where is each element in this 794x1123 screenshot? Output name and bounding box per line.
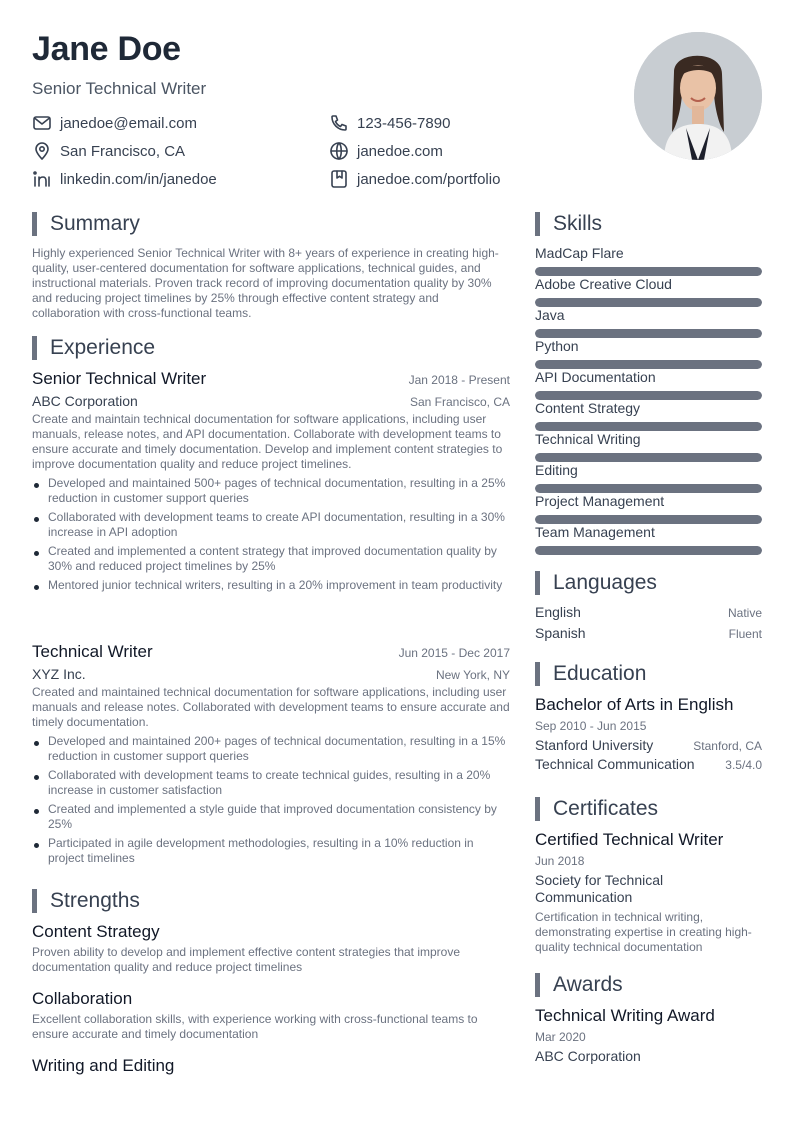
skill-name: Technical Writing — [535, 431, 641, 447]
skill-level-fill — [535, 329, 762, 338]
job-bullet: Collaborated with development teams to create API documentation, resulting in a 30% increase in API adoption — [32, 510, 510, 540]
education-school-row — [535, 737, 762, 753]
skill-level-bar — [535, 484, 762, 493]
skill-level-bar — [535, 422, 762, 431]
job-bullet: Created and implemented a content strategy that improved documentation quality by 30% and reduced project timelines by 25% — [32, 544, 510, 574]
skill-level-fill — [535, 422, 762, 431]
award-date: Mar 2020 — [535, 1030, 586, 1044]
skill-level-bar — [535, 546, 762, 555]
skill-level-bar — [535, 453, 762, 462]
certificates-heading — [535, 797, 658, 821]
job-header-row — [32, 642, 510, 662]
strength-title: Writing and Editing — [32, 1056, 175, 1075]
certificate-title: Certified Technical Writer — [535, 830, 724, 849]
languages-list — [535, 604, 762, 646]
job-company: XYZ Inc. — [32, 666, 86, 682]
strength-entry — [32, 1056, 510, 1076]
job-bullet: Mentored junior technical writers, resulting in a 20% improvement in team productivity — [32, 578, 510, 593]
languages-heading — [535, 571, 657, 595]
contact-linkedin-text: linkedin.com/in/janedoe — [60, 170, 217, 188]
heading-accent-bar — [535, 212, 540, 236]
contact-location-text: San Francisco, CA — [60, 142, 186, 160]
skill-name: Adobe Creative Cloud — [535, 276, 672, 292]
skill-name: Java — [535, 307, 565, 323]
skill-item — [535, 245, 762, 276]
experience-heading — [32, 336, 155, 360]
languages-heading-text: Languages — [553, 571, 657, 594]
education-entry — [535, 695, 762, 772]
bookmark-icon — [329, 169, 349, 189]
skill-level-fill — [535, 515, 762, 524]
certificate-date: Jun 2018 — [535, 854, 585, 868]
job-entry — [32, 369, 510, 597]
heading-accent-bar — [32, 212, 37, 236]
certificate-issuer: Society for Technical Communication — [535, 872, 664, 905]
education-gpa: 3.5/4.0 — [725, 758, 762, 772]
certificate-description: Certification in technical writing, demonstrating expertise in creating high-quality technical documentation — [535, 910, 752, 954]
skill-level-bar — [535, 360, 762, 369]
certificates-heading-text: Certificates — [553, 797, 659, 820]
summary-heading — [32, 212, 140, 236]
language-level: Fluent — [728, 627, 762, 641]
job-title: Technical Writer — [32, 642, 153, 661]
skill-level-fill — [535, 267, 762, 276]
job-header-row — [32, 369, 510, 389]
summary-text: Highly experienced Senior Technical Writer with 8+ years of experience in creating high-quality, user-centered documentation for software applications, technical guides, and instructional materials. Proven track record of improving documentation quality by 30% and reducing project timelines by 25% through effective content strategy and collaboration with cross-functional teams. — [32, 246, 499, 320]
language-row — [535, 604, 762, 625]
phone-icon — [329, 113, 349, 133]
contact-linkedin[interactable] — [32, 169, 217, 189]
candidate-title: Senior Technical Writer — [32, 79, 207, 98]
skill-name: MadCap Flare — [535, 245, 624, 261]
strengths-heading — [32, 889, 140, 913]
skill-level-fill — [535, 484, 762, 493]
job-bullet: Developed and maintained 500+ pages of technical documentation, resulting in a 25% reduction in customer support queries — [32, 476, 510, 506]
mail-icon — [32, 113, 52, 133]
education-field-row — [535, 756, 762, 772]
skills-list — [535, 245, 762, 555]
skill-level-fill — [535, 453, 762, 462]
strength-text: Excellent collaboration skills, with experience working with cross-functional teams to ensure accurate and timely documentation — [32, 1012, 478, 1041]
job-bullet: Participated in agile development methodologies, resulting in a 10% reduction in project timelines — [32, 836, 510, 866]
strength-text: Proven ability to develop and implement effective content strategies that improve documentation quality and reduce project timelines — [32, 945, 461, 974]
awards-heading — [535, 973, 623, 997]
awards-heading-text: Awards — [553, 973, 623, 996]
skill-name: Team Management — [535, 524, 655, 540]
skill-level-fill — [535, 546, 762, 555]
contact-phone[interactable] — [329, 113, 450, 133]
skill-level-fill — [535, 360, 762, 369]
skill-name: Editing — [535, 462, 578, 478]
contact-phone-text: 123-456-7890 — [357, 114, 451, 132]
heading-accent-bar — [535, 662, 540, 686]
skill-item — [535, 524, 762, 555]
strength-entry — [32, 922, 510, 975]
summary-heading-text: Summary — [50, 212, 140, 235]
language-name: Spanish — [535, 625, 586, 641]
job-title: Senior Technical Writer — [32, 369, 207, 388]
strength-entry — [32, 989, 510, 1042]
skill-level-bar — [535, 267, 762, 276]
skill-item — [535, 307, 762, 338]
job-bullet: Developed and maintained 200+ pages of technical documentation, resulting in a 15% reduction in customer support queries — [32, 734, 510, 764]
skill-name: Project Management — [535, 493, 665, 509]
job-bullet: Collaborated with development teams to create technical guides, resulting in a 20% increase in customer satisfaction — [32, 768, 510, 798]
education-heading-text: Education — [553, 662, 647, 685]
job-company-row — [32, 393, 510, 409]
contact-email-text: janedoe@email.com — [60, 114, 197, 132]
skill-item — [535, 369, 762, 400]
job-company: ABC Corporation — [32, 393, 138, 409]
experience-heading-text: Experience — [50, 336, 156, 359]
skill-item — [535, 493, 762, 524]
skill-name: Python — [535, 338, 579, 354]
skill-item — [535, 276, 762, 307]
linkedin-icon — [32, 169, 52, 189]
globe-icon — [329, 141, 349, 161]
job-location: San Francisco, CA — [409, 395, 510, 409]
skill-item — [535, 462, 762, 493]
strength-title: Collaboration — [32, 989, 133, 1008]
skill-level-fill — [535, 298, 762, 307]
education-degree: Bachelor of Arts in English — [535, 695, 734, 714]
job-bullets — [32, 476, 510, 593]
strengths-heading-text: Strengths — [50, 889, 140, 912]
job-dates: Jan 2018 - Present — [408, 373, 510, 387]
award-title: Technical Writing Award — [535, 1006, 715, 1025]
language-level: Native — [727, 606, 762, 620]
contact-portfolio-text: janedoe.com/portfolio — [357, 170, 501, 188]
contact-website-text: janedoe.com — [357, 142, 443, 160]
skills-heading — [535, 212, 602, 236]
contact-portfolio[interactable] — [329, 169, 500, 189]
award-entry — [535, 1006, 762, 1064]
language-name: English — [535, 604, 581, 620]
education-location: Stanford, CA — [693, 739, 762, 753]
job-company-row — [32, 666, 510, 682]
education-school: Stanford University — [535, 737, 654, 753]
job-dates: Jun 2015 - Dec 2017 — [398, 646, 510, 660]
skill-level-bar — [535, 391, 762, 400]
heading-accent-bar — [32, 889, 37, 913]
contact-location — [32, 141, 185, 161]
contact-email[interactable] — [32, 113, 197, 133]
language-row — [535, 625, 762, 646]
skill-item — [535, 400, 762, 431]
skill-level-bar — [535, 515, 762, 524]
skill-name: Content Strategy — [535, 400, 641, 416]
heading-accent-bar — [535, 571, 540, 595]
job-bullet: Created and implemented a style guide that improved documentation consistency by 25% — [32, 802, 510, 832]
heading-accent-bar — [535, 797, 540, 821]
education-field: Technical Communication — [535, 756, 695, 772]
job-description: Created and maintained technical documentation for software applications, including user manuals and release notes. Collaborated with development teams to ensure accurate and timely documentation. — [32, 685, 510, 729]
certificate-entry — [535, 830, 762, 955]
award-issuer: ABC Corporation — [535, 1048, 641, 1064]
education-heading — [535, 662, 646, 686]
skill-level-bar — [535, 329, 762, 338]
skill-item — [535, 338, 762, 369]
skill-level-bar — [535, 298, 762, 307]
job-entry — [32, 642, 510, 870]
candidate-name: Jane Doe — [32, 30, 181, 68]
skill-level-fill — [535, 391, 762, 400]
contact-website[interactable] — [329, 141, 443, 161]
job-location: New York, NY — [435, 668, 510, 682]
job-description: Create and maintain technical documentation for software applications, including user manuals, release notes, and API documentation. Collaborate with development teams to ensure accurate and timely documentation. Develop and implement content strategies to improve documentation quality and reduce project timelines. — [32, 412, 503, 471]
skill-item — [535, 431, 762, 462]
profile-photo — [634, 32, 762, 160]
heading-accent-bar — [32, 336, 37, 360]
job-bullets — [32, 734, 510, 866]
skills-heading-text: Skills — [553, 212, 603, 235]
skill-name: API Documentation — [535, 369, 656, 385]
heading-accent-bar — [535, 973, 540, 997]
strength-title: Content Strategy — [32, 922, 160, 941]
location-pin-icon — [32, 141, 52, 161]
education-dates: Sep 2010 - Jun 2015 — [535, 719, 647, 733]
